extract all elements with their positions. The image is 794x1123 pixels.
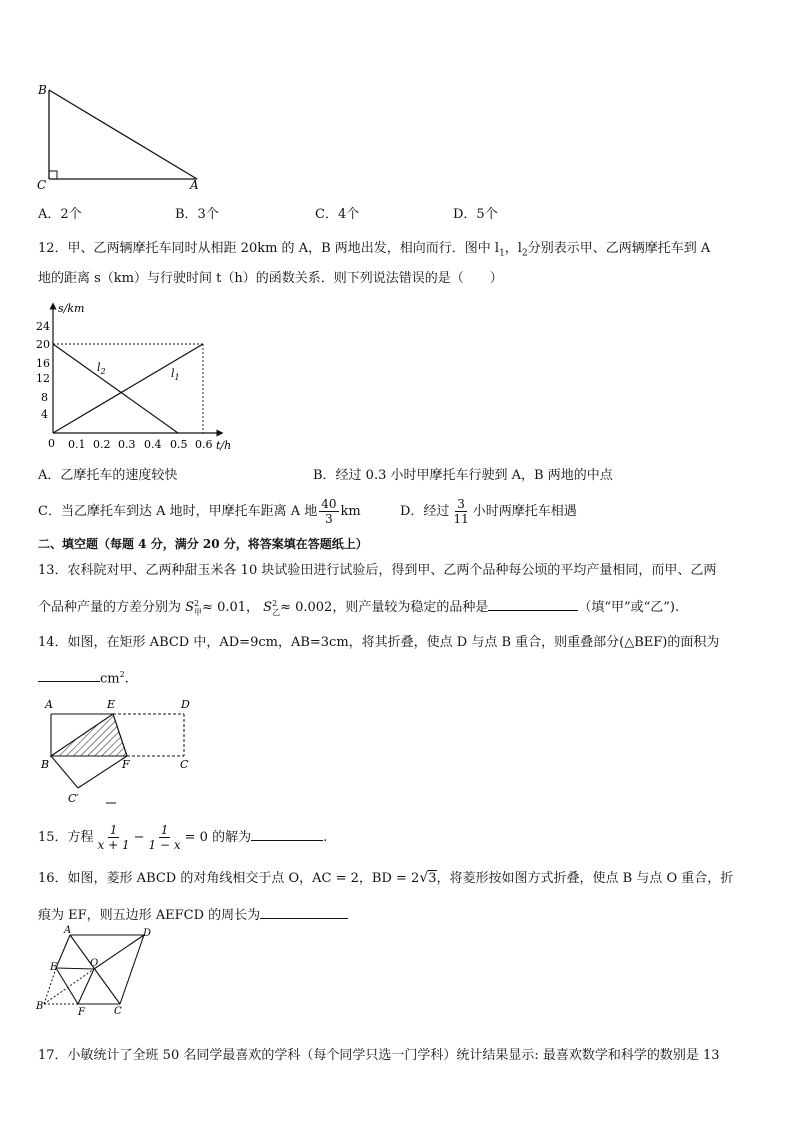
q16-label-b: B — [36, 1001, 44, 1012]
q12-xtick-0.6: 0.6 — [195, 438, 213, 451]
q14-answer-blank[interactable] — [38, 667, 100, 682]
q14-stem-line1: 14．如图，在矩形 ABCD 中，AD=9cm，AB=3cm，将其折叠，使点 D 与点 B 重合，则重叠部分(△BEF)的面积为 — [38, 635, 720, 650]
q12-xtick-0.1: 0.1 — [68, 438, 86, 451]
q15-stem: 15．方程 $\frac{1}{x + 1}$ − $\frac{1}{1 - x}$ = 0 的解为 . — [38, 823, 328, 852]
q12-line-l2 — [53, 344, 178, 433]
q14-label-f: F — [122, 758, 130, 771]
q12-ytick-8: 8 — [41, 391, 48, 404]
q14-label-b: B — [41, 758, 50, 771]
q12-ytick-16: 16 — [36, 357, 50, 370]
q12-option-c[interactable]: C．当乙摩托车到达 A 地时，甲摩托车距离 A 地 $\frac{40}{3}$ km — [38, 497, 361, 526]
q12-ytick-4: 4 — [41, 408, 48, 421]
q12-ytick-20: 20 — [36, 338, 50, 351]
q11-option-b[interactable]: B．3个 — [175, 207, 219, 222]
q12-option-d[interactable]: D．经过 $\frac{3}{11}$ 小时两摩托车相遇 — [400, 497, 577, 526]
q16-answer-blank[interactable] — [260, 904, 348, 919]
section-2-heading: 二、填空题（每题 4 分，满分 20 分，将答案填在答题纸上） — [38, 537, 368, 551]
q13-stem-line2: 个品种产量的方差分别为 S 2 甲 ≈ 0.01， S 2 乙 ≈ 0.002，则产量较为稳定的品种是 （填“甲”或“乙”). — [38, 596, 679, 617]
q12-xtick-0.3: 0.3 — [118, 438, 136, 451]
q12-x-ticks — [68, 438, 213, 451]
q16-rhombus-figure — [34, 924, 164, 1016]
q12-stem-line2: 地的距离 s（km）与行驶时间 t（h）的函数关系．则下列说法错误的是（ ） — [38, 271, 503, 286]
q14-label-d: D — [181, 698, 190, 711]
q12-distance-time-chart — [30, 298, 250, 458]
q14-label-c-prime: C′ — [68, 792, 79, 805]
q12-option-b[interactable]: B．经过 0.3 小时甲摩托车行驶到 A，B 两地的中点 — [313, 468, 613, 483]
q14-label-e: E — [107, 698, 116, 711]
q13-stem-line1: 13．农科院对甲、乙两种甜玉米各 10 块试验田进行试验后，得到甲、乙两个品种每公顷的平均产量相同，而甲、乙两 — [38, 563, 717, 578]
q11-option-c[interactable]: C．4个 — [315, 207, 360, 222]
q12-stem-line1: 12．甲、乙两辆摩托车同时从相距 20km 的 A，B 两地出发，相向而行．图中 $l_1$，$l_2$分别表示甲、乙两辆摩托车到 A — [38, 241, 711, 259]
q12-y-ticks — [36, 320, 55, 450]
q12-ytick-0: 0 — [48, 437, 55, 450]
q13-answer-blank[interactable] — [488, 596, 578, 611]
q11-option-a[interactable]: A．2个 — [38, 207, 82, 222]
q15-answer-blank[interactable] — [251, 826, 323, 841]
q16-label-a: A — [64, 925, 72, 936]
q12-xtick-0.2: 0.2 — [93, 438, 111, 451]
q11-label-c: C — [37, 178, 47, 192]
q11-label-a: A — [190, 178, 199, 192]
q12-option-a[interactable]: A．乙摩托车的速度较快 — [38, 468, 178, 483]
q11-option-d[interactable]: D．5个 — [453, 207, 498, 222]
q12-xtick-0.5: 0.5 — [170, 438, 188, 451]
q16-label-e: E — [50, 962, 58, 973]
q12-label-l1: $l_1$ — [171, 367, 180, 382]
q16-label-d: D — [143, 928, 152, 939]
q12-line-l1 — [53, 344, 203, 433]
q16-label-f: F — [78, 1007, 85, 1016]
q16-stem-line2: 痕为 EF，则五边形 AEFCD 的周长为 — [38, 904, 348, 925]
q12-label-l2: $l_2$ — [97, 361, 106, 376]
q12-xtick-0.4: 0.4 — [144, 438, 162, 451]
q11-triangle-figure — [30, 76, 220, 196]
q12-y-axis-label: s/km — [58, 302, 85, 315]
q16-label-c: C — [114, 1006, 122, 1016]
q14-label-c: C — [180, 758, 189, 771]
q17-stem-line1: 17．小敏统计了全班 50 名同学最喜欢的学科（每个同学只选一门学科）统计结果显示: 最喜欢数学和科学的数别是 13 — [38, 1048, 720, 1063]
q12-x-axis-label: t/h — [216, 439, 232, 452]
q12-ytick-24: 24 — [36, 320, 50, 333]
q16-label-o: O — [90, 958, 99, 969]
q14-stem-line2: $cm^2$. — [38, 666, 129, 688]
q16-stem-line1: 16．如图，菱形 ABCD 的对角线相交于点 O，AC = 2，BD = 2√3，将菱形按如图方式折叠，使点 B 与点 O 重合，折 — [38, 870, 734, 886]
q14-label-a: A — [45, 698, 53, 711]
q14-folded-rectangle-figure — [36, 694, 206, 812]
q11-label-b: B — [38, 83, 47, 97]
q12-ytick-12: 12 — [36, 372, 50, 385]
